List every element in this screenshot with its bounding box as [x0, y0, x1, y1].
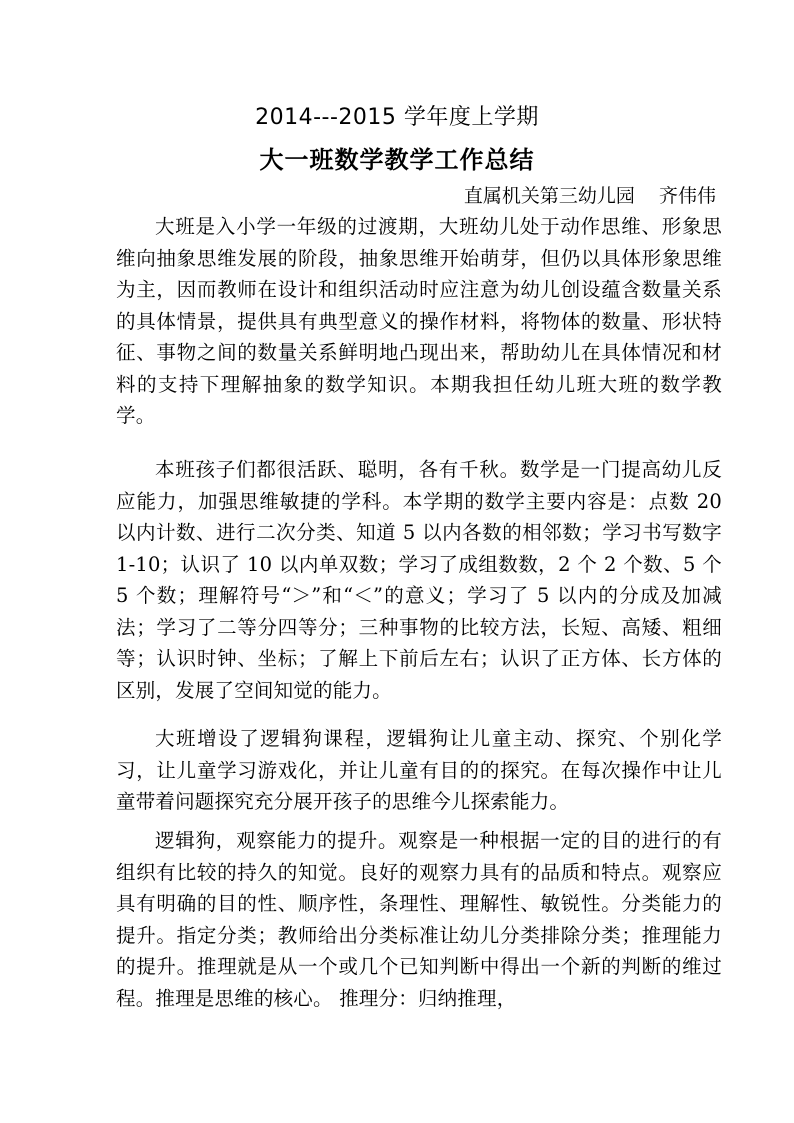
document-title: 大一班数学教学工作总结: [259, 146, 535, 174]
document-title-year: 2014---2015 学年度上学期: [255, 105, 539, 130]
paragraph-3: [116, 723, 722, 818]
paragraph-1: [116, 211, 722, 432]
paragraph-2: [116, 454, 722, 706]
paragraph-text: 大班是入小学一年级的过渡期，大班幼儿处于动作思维、形象思维向抽象思维发展的阶段，抽象思维开始萌芽，但仍以具体形象思维为主，因而教师在设计和组织活动时应注意为幼儿创设蕴含数量关系的具体情景，提供具有典型意义的操作材料，将物体的数量、形状特征、事物之间的数量关系鲜明地凸现出来，帮助幼儿在具体情况和材料的支持下理解抽象的数学知识。本期我担任幼儿班大班的数学教学。: [116, 215, 722, 427]
paragraph-4: [116, 825, 722, 1014]
paragraph-text: 本班孩子们都很活跃、聪明，各有千秋。数学是一门提高幼儿反应能力，加强思维敏捷的学科。本学期的数学主要内容是：点数 20 以内计数、进行二次分类、知道 5 以内各数的相邻数；学习书写数字 1-10；认识了 10 以内单双数；学习了成组数数，2 个 2 个数、5 个 5 个数；理解符号“＞”和“＜”的意义；学习了 5 以内的分成及加减法；学习了二等分四等分；三种事物的比较方法，长短、高矮、粗细等；认识时钟、坐标；了解上下前后左右；认识了正方体、长方体的区别，发展了空间知觉的能力。: [116, 458, 722, 702]
paragraph-text: 逻辑狗，观察能力的提升。观察是一种根据一定的目的进行的有组织有比较的持久的知觉。良好的观察力具有的品质和特点。观察应具有明确的目的性、顺序性，条理性、理解性、敏锐性。分类能力的提升。指定分类；教师给出分类标准让幼儿分类排除分类；推理能力的提升。推理就是从一个或几个已知判断中得出一个新的判断的维过程。推理是思维的核心。 推理分：归纳推理，: [116, 829, 722, 1010]
author-byline: 直属机关第三幼儿园 齐伟伟: [463, 185, 716, 207]
paragraph-text: 大班增设了逻辑狗课程，逻辑狗让儿童主动、探究、个别化学习，让儿童学习游戏化，并让儿童有目的的探究。在每次操作中让儿童带着问题探究充分展开孩子的思维今儿探索能力。: [116, 727, 722, 813]
